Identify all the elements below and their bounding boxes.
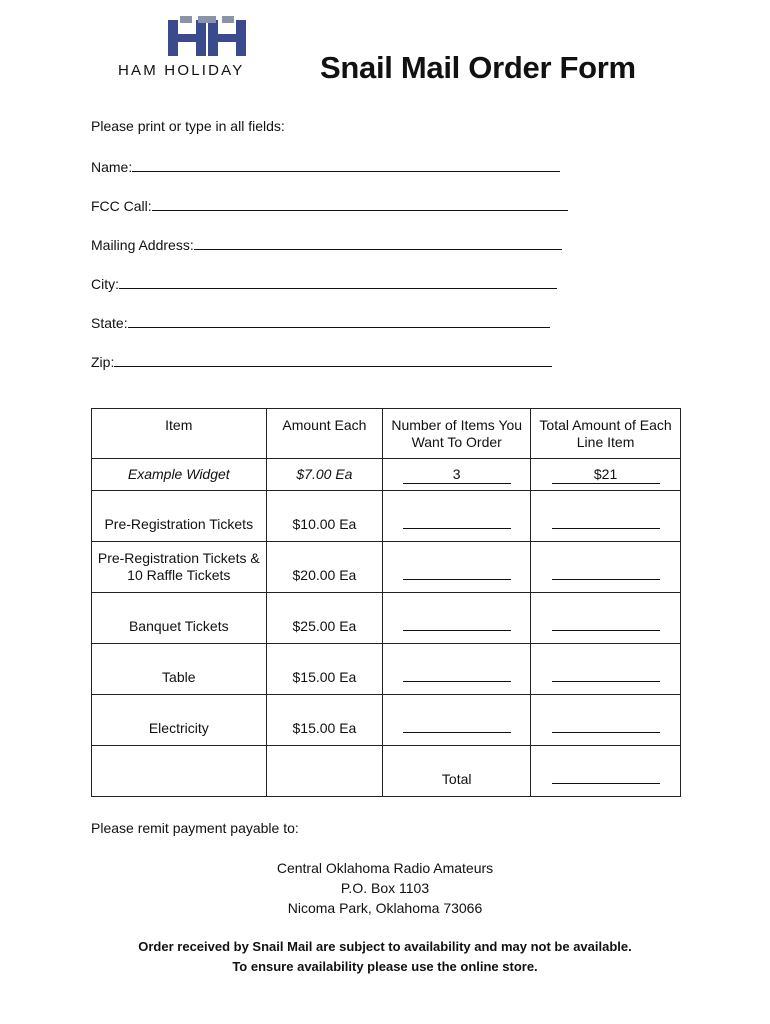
header-number-of-items: Number of Items You Want To Order xyxy=(383,409,531,459)
qty-input-line[interactable] xyxy=(403,667,511,682)
instruction-text: Please print or type in all fields: xyxy=(91,118,285,134)
table-row xyxy=(92,542,681,593)
mailing-address-label: Mailing Address: xyxy=(91,237,194,253)
name-input-line[interactable] xyxy=(132,157,560,172)
line-total-input-line[interactable] xyxy=(552,514,660,529)
qty-input-line[interactable] xyxy=(403,616,511,631)
remit-label: Please remit payment payable to: xyxy=(91,820,299,836)
line-total-input-line[interactable] xyxy=(552,718,660,733)
item-cell: Table xyxy=(92,644,267,695)
zip-field[interactable] xyxy=(91,352,552,370)
item-cell: Pre-Registration Tickets xyxy=(92,491,267,542)
remit-address xyxy=(0,858,770,918)
fcc-call-input-line[interactable] xyxy=(152,196,568,211)
total-label: Total xyxy=(383,746,531,797)
line-total-input-line[interactable] xyxy=(552,667,660,682)
hh-logo-mark-icon xyxy=(166,16,248,56)
example-item: Example Widget xyxy=(92,459,267,491)
example-row xyxy=(92,459,681,491)
order-table xyxy=(91,408,681,797)
header-amount-each: Amount Each xyxy=(266,409,383,459)
example-total: $21 xyxy=(552,466,660,484)
ham-holiday-logo xyxy=(118,16,300,79)
mailing-address-field[interactable] xyxy=(91,235,562,253)
state-input-line[interactable] xyxy=(128,313,550,328)
qty-input-line[interactable] xyxy=(403,565,511,580)
state-label: State: xyxy=(91,315,128,331)
header-item: Item xyxy=(92,409,267,459)
logo-wordmark: HAM HOLIDAY xyxy=(118,62,245,79)
notice-line-1: Order received by Snail Mail are subject to availability and may not be available. xyxy=(138,939,632,954)
address-line: Nicoma Park, Oklahoma 73066 xyxy=(287,900,483,916)
amount-cell: $15.00 Ea xyxy=(266,695,383,746)
table-header-row xyxy=(92,409,681,459)
table-row xyxy=(92,644,681,695)
zip-label: Zip: xyxy=(91,354,115,370)
address-line: P.O. Box 1103 xyxy=(340,880,430,896)
header-total-amount: Total Amount of Each Line Item xyxy=(531,409,681,459)
total-row xyxy=(92,746,681,797)
state-field[interactable] xyxy=(91,313,550,331)
qty-input-line[interactable] xyxy=(403,718,511,733)
mailing-address-input-line[interactable] xyxy=(194,235,562,250)
fcc-call-label: FCC Call: xyxy=(91,198,152,214)
name-label: Name: xyxy=(91,159,133,175)
qty-input-line[interactable] xyxy=(403,514,511,529)
fcc-call-field[interactable] xyxy=(91,196,568,214)
item-cell: Pre-Registration Tickets & 10 Raffle Tickets xyxy=(92,542,267,593)
example-amount: $7.00 Ea xyxy=(266,459,383,491)
availability-notice xyxy=(0,937,770,977)
line-total-input-line[interactable] xyxy=(552,616,660,631)
table-row xyxy=(92,695,681,746)
notice-line-2: To ensure availability please use the online store. xyxy=(232,959,538,974)
name-field[interactable] xyxy=(91,157,560,175)
amount-cell: $20.00 Ea xyxy=(266,542,383,593)
grand-total-input-line[interactable] xyxy=(552,769,660,784)
city-label: City: xyxy=(91,276,119,292)
page-title: Snail Mail Order Form xyxy=(320,50,636,85)
city-input-line[interactable] xyxy=(119,274,557,289)
amount-cell: $15.00 Ea xyxy=(266,644,383,695)
city-field[interactable] xyxy=(91,274,557,292)
amount-cell: $25.00 Ea xyxy=(266,593,383,644)
example-qty: 3 xyxy=(403,466,511,484)
item-cell: Electricity xyxy=(92,695,267,746)
line-total-input-line[interactable] xyxy=(552,565,660,580)
table-row xyxy=(92,593,681,644)
address-line: Central Oklahoma Radio Amateurs xyxy=(276,860,494,876)
amount-cell: $10.00 Ea xyxy=(266,491,383,542)
item-cell: Banquet Tickets xyxy=(92,593,267,644)
table-row xyxy=(92,491,681,542)
zip-input-line[interactable] xyxy=(114,352,552,367)
